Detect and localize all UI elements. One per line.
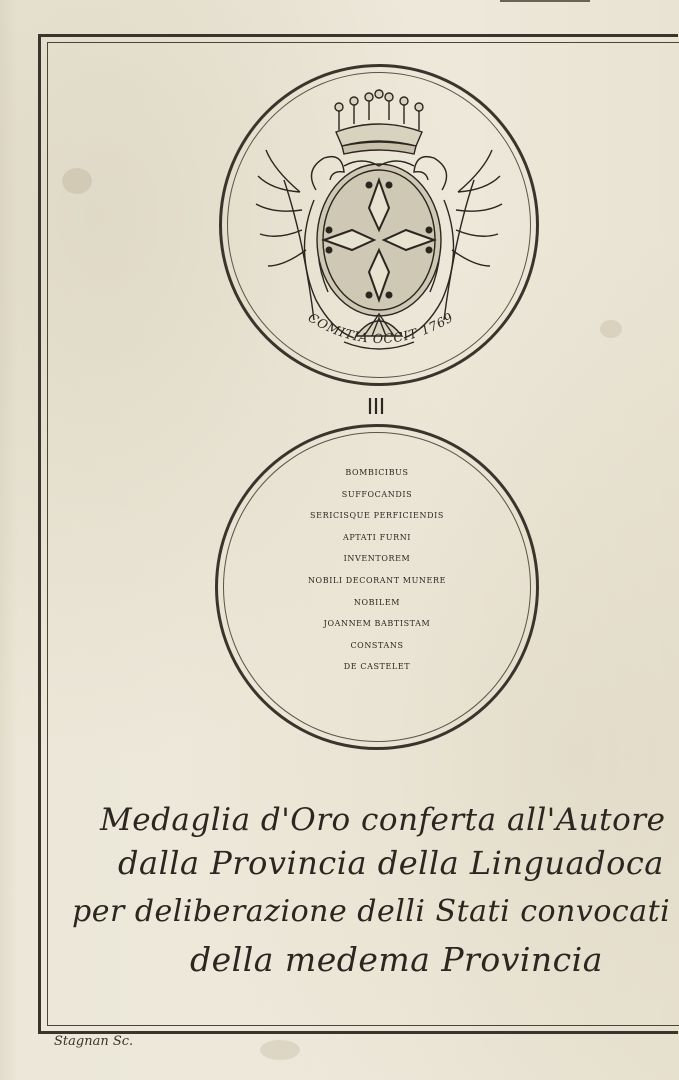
medal-connector bbox=[366, 396, 386, 416]
caption-line: Medaglia d'Oro conferta all'Autore bbox=[100, 802, 666, 838]
medal-reverse-inscription bbox=[240, 462, 514, 678]
paper-stain bbox=[260, 1040, 300, 1060]
inscription-line: APTATI FURNI bbox=[342, 532, 412, 542]
inscription-line: INVENTOREM bbox=[343, 554, 411, 564]
inscription-line: CONSTANS bbox=[350, 640, 404, 650]
caption-line: della medema Provincia bbox=[190, 940, 603, 979]
inscription-line: BOMBICIBUS bbox=[345, 468, 409, 477]
inscription-line: DE CASTELET bbox=[343, 662, 411, 672]
svg-text:COMITIA OCCIT 1769 bbox=[306, 309, 457, 346]
engraver-signature: Stagnan Sc. bbox=[54, 1034, 134, 1049]
medal-front-legend bbox=[219, 64, 539, 386]
inscription-line: SUFFOCANDIS bbox=[341, 489, 413, 499]
top-edge-mark bbox=[500, 0, 590, 2]
inscription-line: NOBILI DECORANT MUNERE bbox=[307, 575, 447, 585]
caption-line: dalla Provincia della Linguadoca bbox=[118, 844, 664, 882]
inscription-line: NOBILEM bbox=[353, 597, 401, 607]
inscription-line: JOANNEM BABTISTAM bbox=[323, 619, 431, 629]
inscription-line: SERICISQUE PERFICIENDIS bbox=[310, 511, 444, 521]
caption-line: per deliberazione delli Stati convocati bbox=[72, 894, 671, 929]
medal-legend-text: COMITIA OCCIT 1769 bbox=[305, 309, 457, 347]
